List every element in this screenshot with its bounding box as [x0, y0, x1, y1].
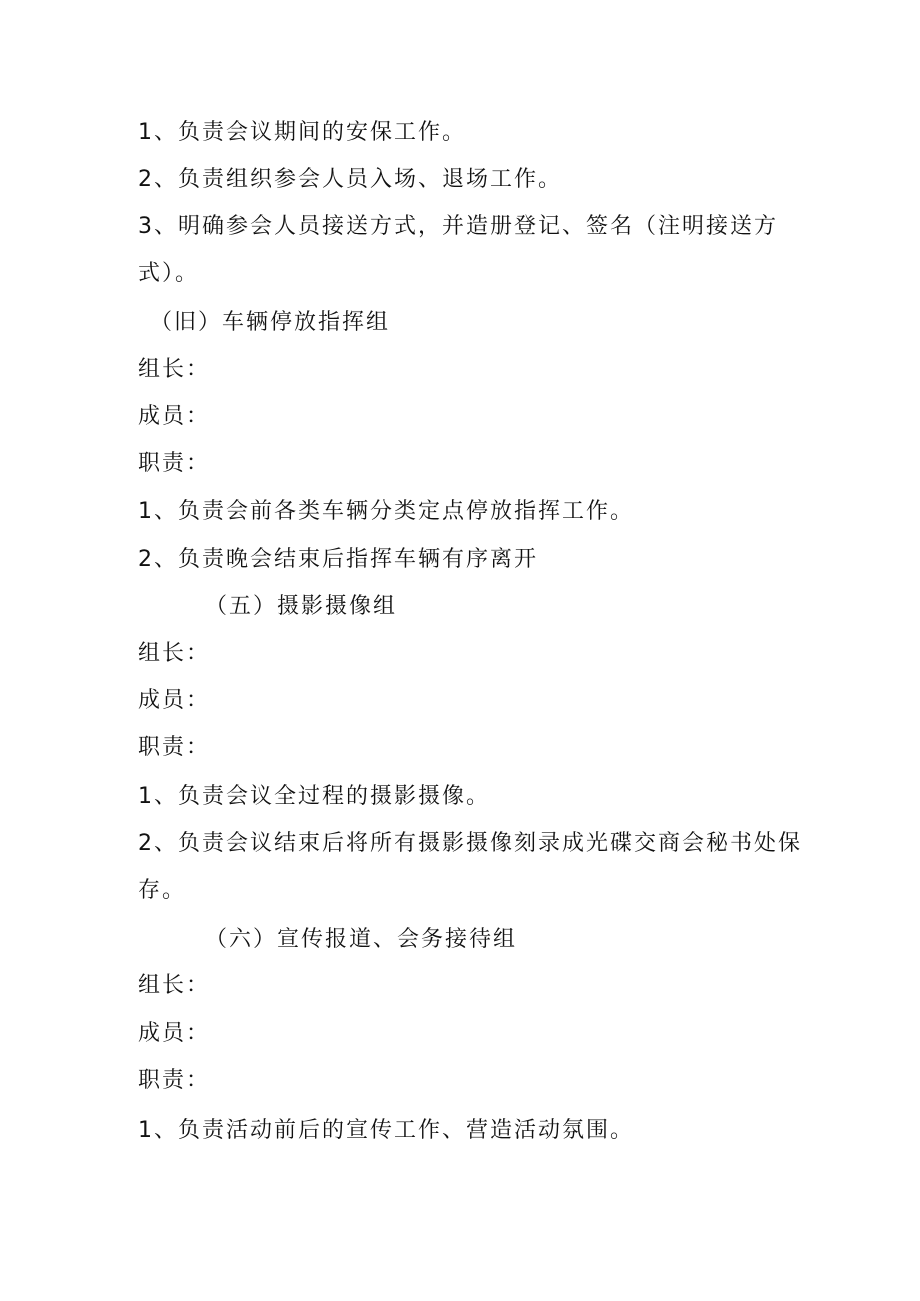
duty-item-1: 1、负责会议期间的安保工作。 — [138, 120, 466, 145]
group-members-label: 成员： — [138, 1021, 211, 1046]
duty-item-1: 1、负责会议全过程的摄影摄像。 — [138, 784, 490, 809]
section-heading-publicity: （六）宣传报道、会务接待组 — [205, 927, 518, 952]
duty-item-3: 3、明确参会人员接送方式，并造册登记、签名（注明接送方 — [138, 214, 778, 239]
duty-item-3-continued: 式）。 — [138, 261, 200, 286]
group-leader-label: 组长： — [138, 973, 211, 998]
duty-item-1: 1、负责活动前后的宣传工作、营造活动氛围。 — [138, 1118, 634, 1143]
group-leader-label: 组长： — [138, 357, 211, 382]
duty-item-1: 1、负责会前各类车辆分类定点停放指挥工作。 — [138, 499, 634, 524]
duty-item-2: 2、负责晚会结束后指挥车辆有序离开 — [138, 547, 538, 572]
duty-item-2-continued: 存。 — [138, 878, 187, 903]
duty-item-2: 2、负责会议结束后将所有摄影摄像刻录成光碟交商会秘书处保 — [138, 831, 802, 856]
group-members-label: 成员： — [138, 688, 211, 713]
group-duties-label: 职责： — [138, 735, 211, 760]
group-leader-label: 组长： — [138, 641, 211, 666]
group-members-label: 成员： — [138, 404, 211, 429]
section-heading-photography: （五）摄影摄像组 — [205, 594, 398, 619]
section-heading-vehicle: （旧）车辆停放指挥组 — [150, 310, 391, 335]
group-duties-label: 职责： — [138, 451, 211, 476]
group-duties-label: 职责： — [138, 1068, 211, 1093]
duty-item-2: 2、负责组织参会人员入场、退场工作。 — [138, 167, 562, 192]
